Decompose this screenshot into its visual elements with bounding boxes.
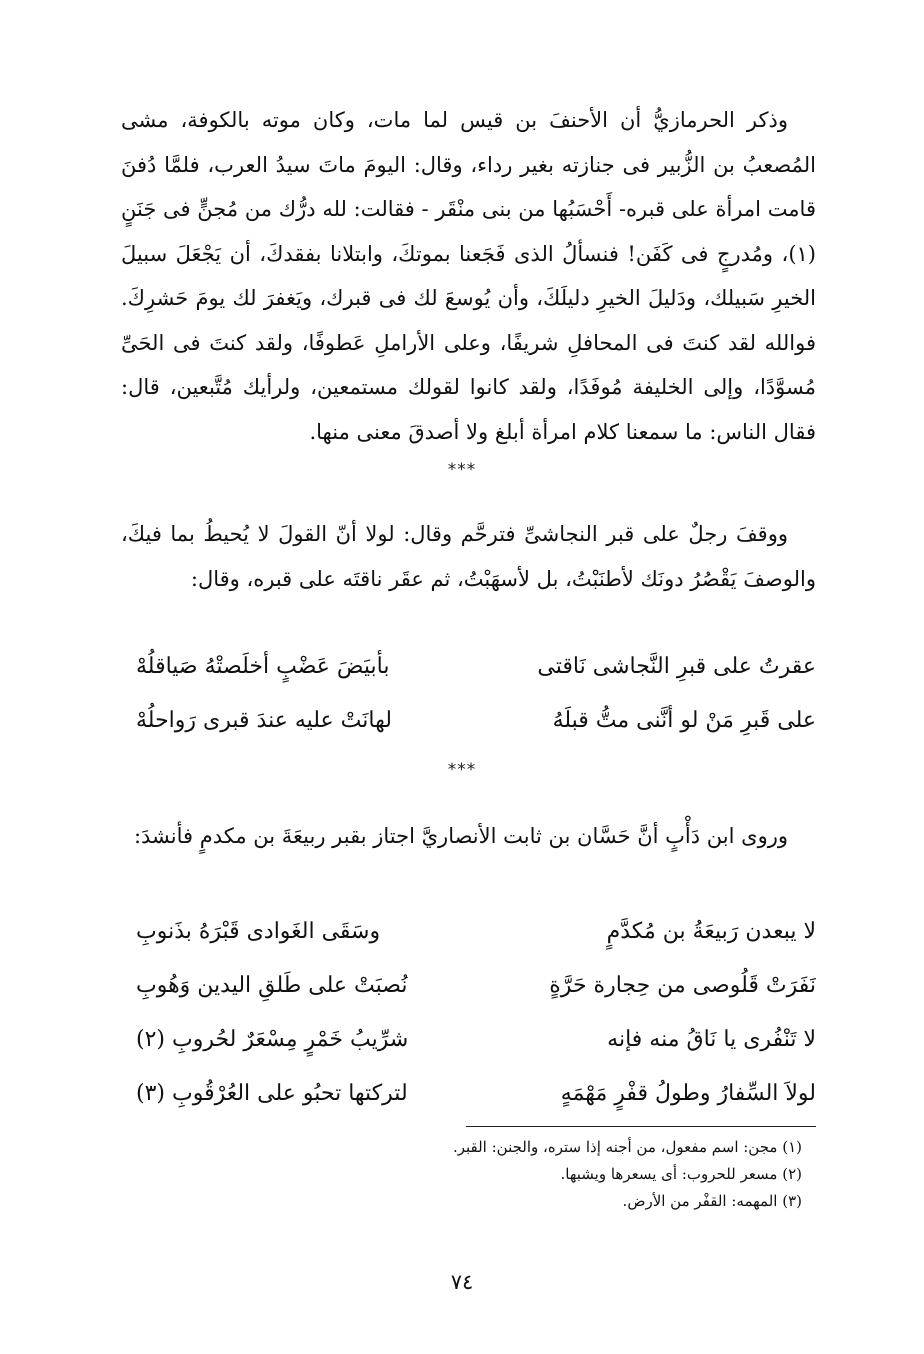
verse-line [136, 1013, 816, 1067]
verse-first-hemistich: على قَبرِ مَنْ لو أنَّنى متُّ قبلَهُ [552, 708, 816, 733]
paragraph-hassan: وروى ابن دَأْبٍ أنَّ حَسَّان بن ثابت الأنصاريَّ اجتاز بقبر ربيعَةَ بن مكدمٍ فأنشدَ: [133, 824, 788, 848]
section-najashi [121, 512, 816, 601]
page-number: ٧٤ [450, 1270, 474, 1294]
footnote-3: (٣) المهمه: القفْر من الأرض. [622, 1192, 802, 1210]
verse-line [136, 1067, 816, 1121]
verse-second-hemistich: لهانَتْ عليه عندَ قبرى رَواحلُهْ [136, 708, 392, 733]
verse-first-hemistich: عقرتُ على قبرِ النَّجاشى نَاقتى [537, 654, 816, 679]
verse-line [136, 905, 816, 959]
footnote-2: (٢) مسعر للحروب: أى يسعرها ويشبها. [560, 1165, 802, 1183]
verse-second-hemistich: بأبيَضَ عَضْبٍ أخلَصتْهُ صَياقلُهْ [136, 654, 390, 679]
verse-second-hemistich: شرِّيبُ خَمْرٍ مِسْعَرٌ لحُروبِ (٢) [136, 1027, 409, 1052]
verse-first-hemistich: لا يبعدن رَبيعَةُ بن مُكدَّمٍ [606, 919, 816, 944]
verse-line [136, 959, 816, 1013]
verse-first-hemistich: لولاَ السِّفارُ وطولُ قفْرٍ مَهْمَهٍ [560, 1081, 816, 1106]
paragraph-ahnaf-elegy: وذكر الحرمازيُّ أن الأحنفَ بن قيس لما مات، وكان موته بالكوفة، مشى المُصعبُ بن الزُّبير فى جنازته بغير رداء، وقال: اليومَ ماتَ سيدُ العرب، فلمَّا دُفنَ قامت امرأة على قبره- أَحْسَبُها من بنى منْقَر - فقالت: لله درُّك من مُجنٍّ فى جَنَنٍ (١)، ومُدرجٍ فى كَفَن! فنسألُ الذى فَجَعنا بموتكَ، وابتلانا بفقدكَ، أن يَجْعَلَ سبيلَ الخيرِ سَبيلك، ودَليلَ الخيرِ دليلَكَ، وأن يُوسعَ لك فى قبرك، ويَغفرَ لك يومَ حَشرِكَ. فوالله لقد كنتَ فى المحافلِ شريفًا، وعلى الأراملِ عَطوفًا، ولقد كنتَ فى الحَىِّ مُسوَّدًا، وإلى الخليفة مُوفَدًا، ولقد كانوا لقولك مستمعين، ولرأيك مُتَّبعين، قال: فقال الناس: ما سمعنا كلام امرأة أبلغ ولا أصدقَ معنى منها. [121, 108, 816, 444]
paragraph-najashi: ووقفَ رجلٌ على قبر النجاشىِّ فترحَّم وقال: لولا أنّ القولَ لا يُحيطُ بما فيكَ، والوصفَ يَقْصُرُ دونَك لأطنَبْتُ، بل لأسهَبْتُ، ثم عقَر ناقتَه على قبره، وقال: [121, 522, 816, 591]
section-ahnaf [121, 98, 816, 454]
footnote-divider [466, 1126, 816, 1127]
section-separator: *** [447, 760, 477, 780]
poem-najashi [136, 640, 816, 748]
verse-line [136, 694, 816, 748]
verse-second-hemistich: وسَقَى الغَوادى قَبْرَهُ بذَنوبِ [136, 919, 381, 944]
section-hassan [121, 814, 816, 859]
verse-line [136, 640, 816, 694]
footnote-1: (١) مجن: اسم مفعول، من أجنه إذا ستره، والجنن: القبر. [452, 1138, 802, 1156]
poem-rabia [136, 905, 816, 1121]
verse-first-hemistich: نَفَرَتْ قَلُوصى من حِجارة حَرَّةٍ [549, 973, 816, 998]
section-separator: *** [447, 460, 477, 480]
verse-first-hemistich: لا تَنْفُرى يا نَاقُ منه فإنه [607, 1027, 816, 1052]
footnotes [122, 1134, 802, 1215]
verse-second-hemistich: لتركتها تحبُو على العُرْقُوبِ (٣) [136, 1081, 408, 1106]
verse-second-hemistich: نُصبَتْ على طَلقِ اليدين وَهُوبِ [136, 973, 408, 998]
